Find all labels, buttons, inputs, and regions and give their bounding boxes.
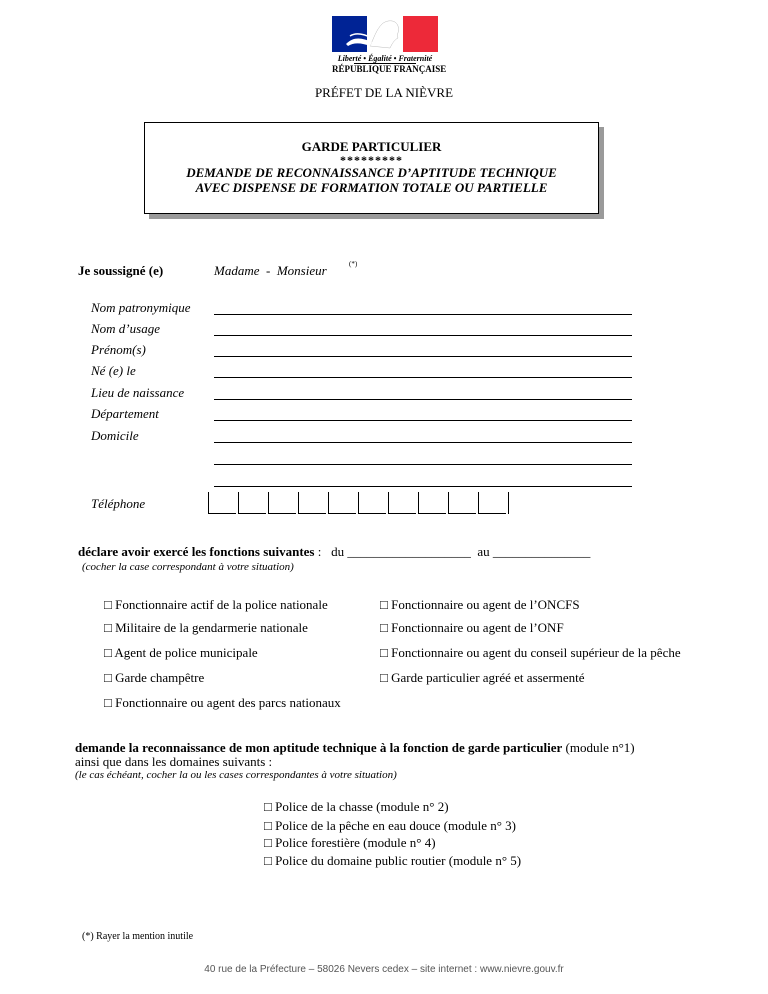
phone-digit-box[interactable] (418, 492, 446, 514)
page-footer: 40 rue de la Préfecture – 58026 Nevers cedex – site internet : www.nievre.gouv.fr (204, 964, 564, 975)
domain-routier[interactable]: □ Police du domaine public routier (module n° 5) (264, 853, 522, 868)
phone-digit-box[interactable] (448, 492, 476, 514)
field-line-prenoms[interactable] (214, 356, 632, 357)
field-label-domicile: Domicile (91, 428, 139, 443)
field-label-nom-usage: Nom d’usage (91, 321, 160, 336)
prefet-heading: PRÉFET DE LA NIÈVRE (314, 85, 454, 100)
option-police-nationale[interactable]: □ Fonctionnaire actif de la police nationale (104, 597, 328, 612)
field-line-domicile-1[interactable] (214, 442, 632, 443)
demande-module: (module n°1) (562, 740, 635, 755)
domain-peche[interactable]: □ Police de la pêche en eau douce (module n° 3) (264, 818, 517, 833)
title-box (144, 122, 599, 214)
option-gendarmerie[interactable]: □ Militaire de la gendarmerie nationale (104, 620, 308, 635)
motto-text: Liberté • Égalité • Fraternité (337, 54, 433, 63)
field-line-departement[interactable] (214, 420, 632, 421)
field-label-departement: Département (91, 406, 159, 421)
civilite-choice[interactable]: Madame - Monsieur (214, 263, 327, 278)
option-conseil-peche[interactable]: □ Fonctionnaire ou agent du conseil supérieur de la pêche (380, 645, 681, 660)
phone-digit-box[interactable] (388, 492, 416, 514)
option-parcs-nationaux[interactable]: □ Fonctionnaire ou agent des parcs nationaux (104, 695, 341, 710)
field-label-ne-le: Né (e) le (91, 363, 136, 378)
fonctions-hint: (cocher la case correspondant à votre situation) (82, 561, 294, 573)
domain-forestiere[interactable]: □ Police forestière (module n° 4) (264, 835, 436, 850)
title-subtitle-2: AVEC DISPENSE DE FORMATION TOTALE OU PARTIELLE (195, 180, 548, 195)
demande-line2: ainsi que dans les domaines suivants : (75, 754, 273, 769)
phone-digit-box[interactable] (238, 492, 266, 514)
field-label-prenoms: Prénom(s) (91, 342, 146, 357)
republique-logo (332, 16, 447, 76)
field-line-domicile-3[interactable] (214, 486, 632, 487)
phone-digit-box[interactable] (298, 492, 326, 514)
soussigne-label: Je soussigné (e) (78, 263, 164, 278)
demande-hint: (le cas échéant, cocher la ou les cases correspondantes à votre situation) (75, 769, 397, 781)
option-garde-champetre[interactable]: □ Garde champêtre (104, 670, 205, 685)
republique-text: RÉPUBLIQUE FRANÇAISE (332, 64, 447, 74)
phone-digit-box[interactable] (268, 492, 296, 514)
option-police-municipale[interactable]: □ Agent de police municipale (104, 645, 258, 660)
field-label-lieu-naissance: Lieu de naissance (91, 385, 185, 400)
option-onf[interactable]: □ Fonctionnaire ou agent de l’ONF (380, 620, 564, 635)
fonctions-declare: déclare avoir exercé les fonctions suivantes (78, 544, 315, 559)
civilite-note: (*) (349, 260, 358, 268)
telephone-label: Téléphone (91, 496, 146, 511)
title-stars: ********* (340, 153, 403, 167)
footnote-rayer: (*) Rayer la mention inutile (82, 931, 194, 942)
fonctions-line (78, 544, 590, 560)
title-subtitle-1: DEMANDE DE RECONNAISSANCE D’APTITUDE TECHNIQUE (186, 165, 557, 180)
field-label-nom-patronymique: Nom patronymique (91, 300, 191, 315)
domain-chasse[interactable]: □ Police de la chasse (module n° 2) (264, 799, 449, 814)
option-oncfs[interactable]: □ Fonctionnaire ou agent de l’ONCFS (380, 597, 580, 612)
field-line-nom-usage[interactable] (214, 335, 632, 336)
option-garde-particulier[interactable]: □ Garde particulier agréé et assermenté (380, 670, 585, 685)
marianne-flag-icon (332, 16, 438, 52)
phone-digit-box[interactable] (478, 492, 506, 514)
phone-digit-box[interactable] (328, 492, 356, 514)
field-line-nom-patronymique[interactable] (214, 314, 632, 315)
phone-digit-box[interactable] (358, 492, 386, 514)
fonctions-au[interactable]: au _______________ (477, 544, 591, 559)
demande-bold: demande la reconnaissance de mon aptitude technique à la fonction de garde particulier (75, 740, 563, 755)
field-line-domicile-2[interactable] (214, 464, 632, 465)
phone-digit-box[interactable] (208, 492, 236, 514)
title-main: GARDE PARTICULIER (301, 139, 442, 154)
field-line-ne-le[interactable] (214, 377, 632, 378)
phone-box-end (508, 492, 509, 514)
field-line-lieu-naissance[interactable] (214, 399, 632, 400)
fonctions-du[interactable]: : du ___________________ (317, 544, 471, 559)
